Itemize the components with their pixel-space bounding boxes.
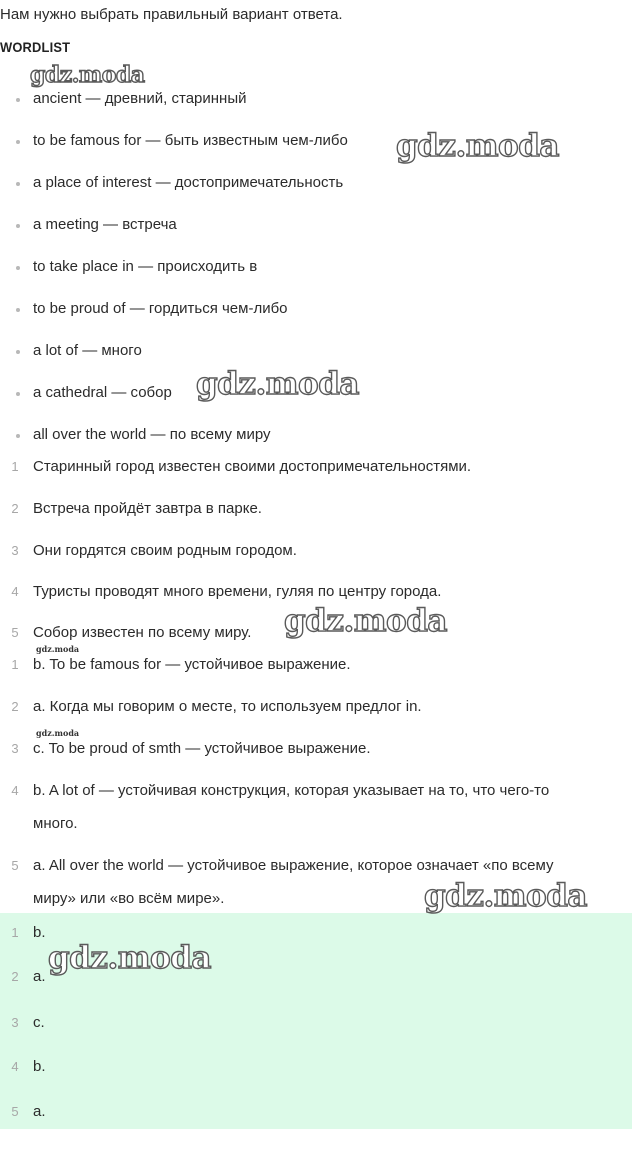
answer-text: b.	[33, 924, 46, 941]
answer-item	[0, 1012, 632, 1034]
intro-text: Нам нужно выбрать правильный вариант ответа.	[0, 6, 343, 23]
item-number: 2	[11, 501, 19, 516]
answer-item	[0, 1056, 632, 1078]
explanation-item	[0, 696, 632, 718]
explanation-text: a. All over the world — устойчивое выражение, которое означает «по всему	[33, 857, 554, 874]
answer-text: a.	[33, 1103, 46, 1120]
wordlist-item-text: to take place in — происходить в	[33, 258, 258, 275]
wordlist-item	[0, 214, 632, 236]
translation-item	[0, 622, 632, 644]
wordlist-item-text: a meeting — встреча	[33, 216, 177, 233]
answer-text: c.	[33, 1014, 45, 1031]
item-number: 5	[11, 1104, 19, 1119]
item-number: 2	[11, 969, 19, 984]
wordlist-item	[0, 88, 632, 110]
translation-item	[0, 498, 632, 520]
explanation-text: b. A lot of — устойчивая конструкция, которая указывает на то, что чего-то	[33, 782, 550, 799]
answer-item	[0, 966, 632, 988]
wordlist-item	[0, 340, 632, 362]
translation-item	[0, 581, 632, 603]
translation-text: Они гордятся своим родным городом.	[33, 542, 297, 559]
watermark-logo: gdz.moda	[48, 940, 211, 976]
bullet-icon	[16, 350, 20, 354]
item-number: 3	[11, 543, 19, 558]
wordlist-item-text: to be proud of — гордиться чем-либо	[33, 300, 288, 317]
bullet-icon	[16, 266, 20, 270]
bullet-icon	[16, 434, 20, 438]
watermark-logo: gdz.moda	[396, 128, 559, 164]
item-number: 1	[11, 459, 19, 474]
item-number: 4	[11, 783, 19, 798]
wordlist-heading: WORDLIST	[0, 39, 71, 55]
item-number: 1	[11, 925, 19, 940]
answer-item	[0, 1101, 632, 1123]
watermark-logo: gdz.moda	[284, 603, 447, 639]
translation-text: Старинный город известен своими достопримечательностями.	[33, 458, 472, 475]
bullet-icon	[16, 308, 20, 312]
explanation-text-continued: миру» или «во всём мире».	[33, 890, 225, 907]
wordlist-item-text: a lot of — много	[33, 342, 142, 359]
wordlist-item	[0, 172, 632, 194]
item-number: 4	[11, 1059, 19, 1074]
explanation-item	[0, 654, 632, 676]
wordlist-item-text: a cathedral — собор	[33, 384, 172, 401]
translation-text: Туристы проводят много времени, гуляя по центру города.	[33, 583, 442, 600]
item-number: 3	[11, 1015, 19, 1030]
answer-text: b.	[33, 1058, 46, 1075]
watermark-logo: gdz.moda	[424, 878, 587, 914]
item-number: 3	[11, 741, 19, 756]
item-number: 2	[11, 699, 19, 714]
wordlist-item-text: to be famous for — быть известным чем-либо	[33, 132, 348, 149]
wordlist-item-text: all over the world — по всему миру	[33, 426, 271, 443]
watermark-logo: gdz.moda	[30, 62, 145, 88]
explanation-text: a. Когда мы говорим о месте, то используем предлог in.	[33, 698, 422, 715]
translation-item	[0, 540, 632, 562]
wordlist-item-text: ancient — древний, старинный	[33, 90, 247, 107]
watermark-logo: gdz.moda	[196, 366, 359, 402]
explanation-item	[0, 855, 632, 877]
bullet-icon	[16, 392, 20, 396]
bullet-icon	[16, 140, 20, 144]
bullet-icon	[16, 224, 20, 228]
wordlist-item	[0, 298, 632, 320]
explanation-continuation	[0, 888, 632, 910]
explanation-continuation	[0, 813, 632, 835]
translation-text: Встреча пройдёт завтра в парке.	[33, 500, 262, 517]
item-number: 5	[11, 858, 19, 873]
translation-item	[0, 456, 632, 478]
wordlist-item	[0, 130, 632, 152]
translation-text: Собор известен по всему миру.	[33, 624, 252, 641]
item-number: 4	[11, 584, 19, 599]
item-number: 5	[11, 625, 19, 640]
watermark-small: gdz.moda	[36, 728, 80, 738]
explanation-item	[0, 780, 632, 802]
answer-text: a.	[33, 968, 46, 985]
watermark-small: gdz.moda	[36, 644, 80, 654]
bullet-icon	[16, 98, 20, 102]
answer-item	[0, 922, 632, 944]
explanation-text: b. To be famous for — устойчивое выражение.	[33, 656, 351, 673]
wordlist-item-text: a place of interest — достопримечательность	[33, 174, 344, 191]
item-number: 1	[11, 657, 19, 672]
wordlist-item	[0, 256, 632, 278]
explanation-text-continued: много.	[33, 815, 78, 832]
wordlist-item	[0, 424, 632, 446]
explanation-text: c. To be proud of smth — устойчивое выражение.	[33, 740, 371, 757]
bullet-icon	[16, 182, 20, 186]
explanation-item	[0, 738, 632, 760]
wordlist-item	[0, 382, 632, 404]
